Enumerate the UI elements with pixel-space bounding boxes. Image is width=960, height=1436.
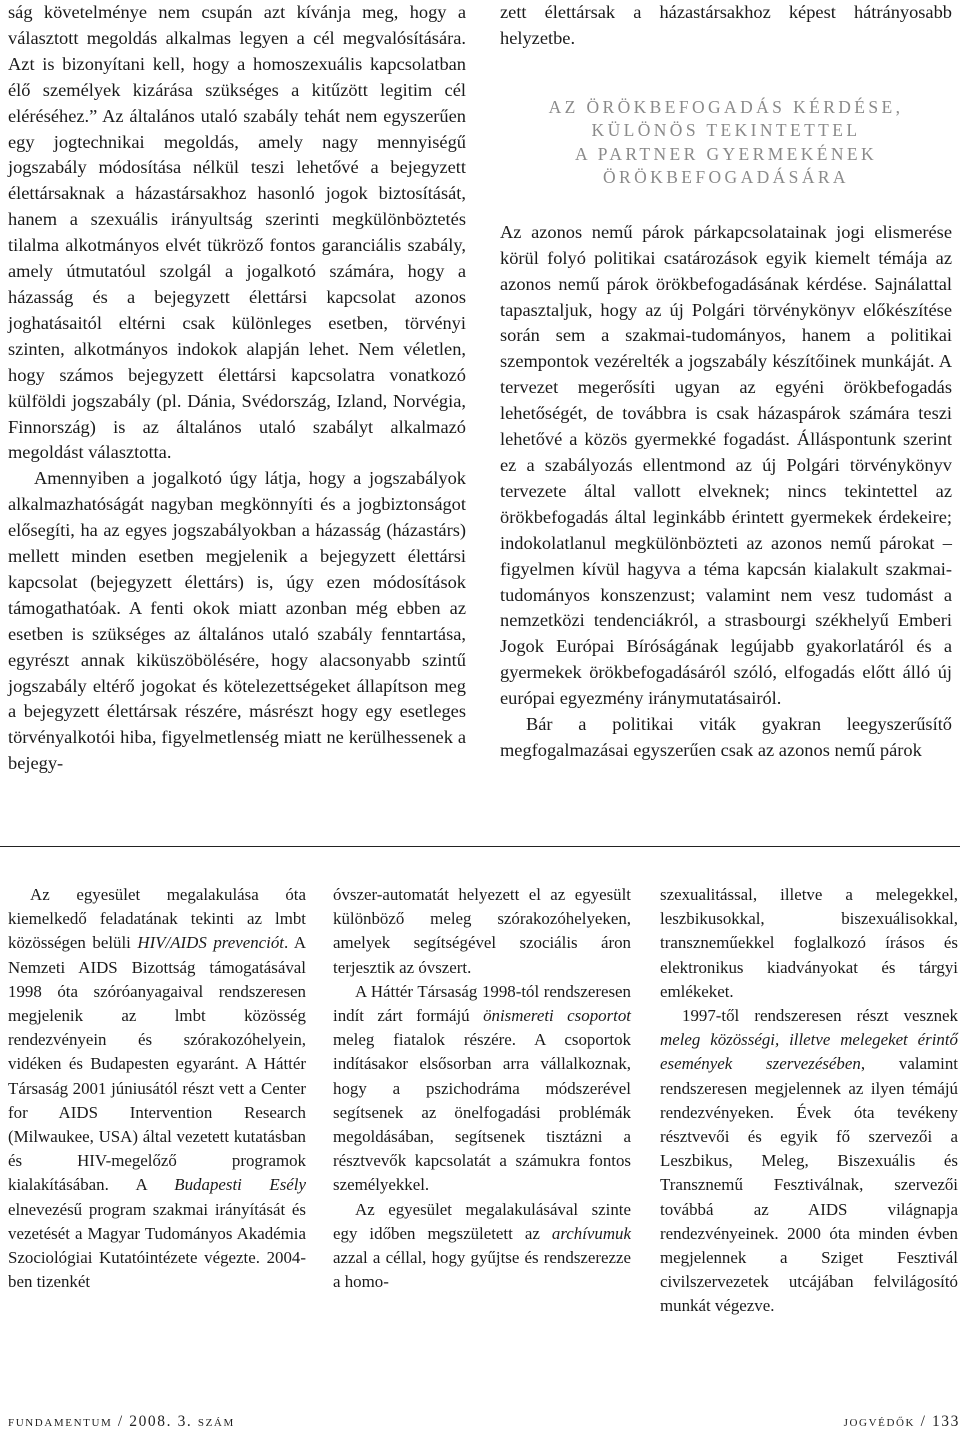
paragraph: óvszer-automatát helyezett el az egyesült különböző meleg szórakozóhelyeken, amelyek segítségével szociális áron terjesztik az óvszert. (333, 885, 631, 977)
box-column-1 (8, 883, 306, 1294)
paragraph: zett élettársak a házastársakhoz képest hátrányosabb helyzetbe. (500, 2, 952, 48)
text-run: , valamint rendszeresen megjelennek az ilyen témájú rendezvényeken. Évek óta tevékeny résztvevői és egyik fő szervezői a Leszbikus, Meleg, Biszexuális és Transznemű Fesztiválnak, szervezői továbbá az AIDS világnapja rendezvényeinek. 2000 óta minden évben megjelennek a Sziget Fesztivál civilszervezetek utcájában felvilágosító munkát végezve. (660, 1054, 958, 1316)
paragraph (333, 1198, 631, 1295)
text-run: Az egyesület megalakulásával szinte egy időben megszületett az (333, 1199, 631, 1243)
emphasis: Budapesti Esély (174, 1175, 306, 1195)
box-column-2 (333, 883, 631, 1294)
footer-section-page: jogvédők / 133 (843, 1413, 960, 1430)
emphasis: meleg közösségi, illetve melegeket érintő események szervezésében (660, 1030, 958, 1074)
text-run: Az egyesület megalakulása óta kiemelkedő feladatának tekinti az lmbt közösségen belüli (8, 885, 306, 953)
section-heading-line: A PARTNER GYERMEKÉNEK (574, 143, 878, 164)
text-run: . A Nemzeti AIDS Bizottság támogatásával 1998 óta szóróanyagaival rendszeresen megjelenik az lmbt közösség rendezvényein és szórakozóhelyein, vidéken és Budapesten egyaránt. A Háttér Társaság 2001 júniusától részt vett a Center for AIDS Intervention Research (Milwaukee, USA) által vezetett kutatásban és HIV-megelőző programok kialakításában. A (8, 933, 307, 1195)
emphasis: archívumuk (551, 1223, 631, 1243)
box-column-3 (660, 883, 958, 1319)
footer-journal-info: fundamentum / 2008. 3. szám (8, 1413, 235, 1430)
paragraph: szexualitással, illetve a melegekkel, leszbikusokkal, biszexuálisokkal, transzneműekkel foglalkozó írásos és elektronikus kiadványokat és tárgyi emlékeket. (660, 885, 958, 1001)
paragraph: ság követelménye nem csupán azt kívánja meg, hogy a választott megoldás alkalmas legyen a cél megvalósítására. Azt is bizonyítani kell, hogy a homoszexuális kapcsolatban élő személyek kizárása szükséges a kitűzött legitim cél eléréséhez.” Az általános utaló szabály tehát nem egyszerűen egy jogtechnikai megoldás, amely nagy mennyiségű jogszabály módosítása nélkül teszi lehetővé a bejegyzett élettársaknak a házastársakhoz hasonló jogok biztosítását, hanem a szexuális irányultság szerinti megkülönböztetés tilalma alkotmányos elvét tükröző fontos garanciális szabály, amely útmutatóul szolgál a jogalkotó számára, hogy a házasság és a bejegyzett élettársi kapcsolat azonos joghatásaitól eltérni csak különleges esetben, törvényi szinten, alkotmányos indokok alapján lehet. Nem véletlen, hogy számos bejegyzett élettársi kapcsolatra vonatkozó külföldi jogszabály (pl. Dánia, Svédország, Izland, Norvégia, Finnország) is az általános utaló szabályt alkalmazó megoldást választotta. (8, 2, 466, 463)
paragraph (660, 1004, 958, 1319)
upper-right-column (500, 0, 952, 764)
section-divider (0, 846, 960, 847)
emphasis: önismereti csoportot (483, 1006, 631, 1026)
section-heading-line: AZ ÖRÖKBEFOGADÁS KÉRDÉSE, (548, 96, 904, 117)
paragraph (8, 883, 306, 1294)
text-run: meleg fiatalok részére. A csoportok indításakor elsősorban arra vállalkoznak, hogy a pszichodráma módszerével segítsenek az önelfogadási problémák megoldásában, segítsenek tisztázni a résztvevők kapcsolatát a számukra fontos személyekkel. (333, 1030, 631, 1195)
text-run: elnevezésű program szakmai irányítását és vezetését a Magyar Tudományos Akadémia Szociológiai Kutatóintézete végezte. 2004-ben tizenkét (8, 1199, 306, 1292)
paragraph: Amennyiben a jogalkotó úgy látja, hogy a jogszabályok alkalmazhatóságát nagyban megkönnyíti és a jogbiztonságot elősegíti, ha az egyes jogszabályokban a házasság (házastárs) mellett minden esetben megjelenik a bejegyzett élettársi kapcsolat (bejegyzett élettárs) is, úgy ezen módosítások támogathatóak. A fenti okok miatt azonban még ebben az esetben is szükséges az általános utaló szabály fenntartása, egyrészt annak kiküszöbölésére, hogy alacsonyabb szintű jogszabály eltérő jogokat és kötelezettségeket állapítson meg a bejegyzett élettársak részére, másrészt hogy egy esetleges törvényalkotói hiba, figyelmetlenség miatt ne kerülhessenek a bejegy- (8, 468, 466, 774)
upper-left-column (8, 0, 466, 777)
text-run: A Háttér Társaság 1998-tól rendszeresen indít zárt formájú (333, 981, 631, 1026)
text-run: azzal a céllal, hogy gyűjtse és rendszerezze a homo- (333, 1248, 631, 1292)
paragraph: Bár a politikai viták gyakran leegyszerűsítő megfogalmazásai egyszerűen csak az azonos nemű párok (500, 714, 952, 760)
paragraph (333, 980, 631, 1198)
section-heading-line: ÖRÖKBEFOGADÁSÁRA (603, 167, 849, 188)
emphasis: HIV/AIDS prevenciót (137, 933, 284, 953)
section-heading (500, 96, 952, 190)
section-heading-line: KÜLÖNÖS TEKINTETTEL (591, 120, 861, 141)
paragraph: Az azonos nemű párok párkapcsolatainak jogi elismerése körül folyó politikai csatározások egyik kiemelt témája az azonos nemű párok örökbefogadásának kérdése. Sajnálattal tapasztaljuk, hogy az új Polgári törvénykönyv előkészítése során sem a szakmai-tudományos, hanem a politikai szempontok vezérelték a jogszabály készítőinek munkáját. A tervezet megerősíti ugyan az egyéni örökbefogadás lehetőségét, de továbbra is csak házaspárok számára teszi lehetővé a közös gyermekké fogadást. Álláspontunk szerint ez a szabályozás ellentmond az új Polgári törvénykönyv tervezete által vallott elveknek; nincs tekintettel az örökbefogadás által leginkább érintett gyermekek érdekeire; indokolatlanul megkülönbözteti az azonos nemű párokat – figyelmen kívül hagyva a téma kapcsán kialakult szakmai-tudományos konszenzust; valamint nem vesz tudomást a nemzetközi tendenciákról, a strasbourgi székhelyű Emberi Jogok Európai Bíróságának legújabb gyakorlatáról és a gyermekek örökbefogadásáról szóló, elfogadás előtt álló új európai egyezmény iránymutatásairól. (500, 221, 952, 709)
text-run: 1997-től rendszeresen részt vesznek (682, 1006, 958, 1026)
